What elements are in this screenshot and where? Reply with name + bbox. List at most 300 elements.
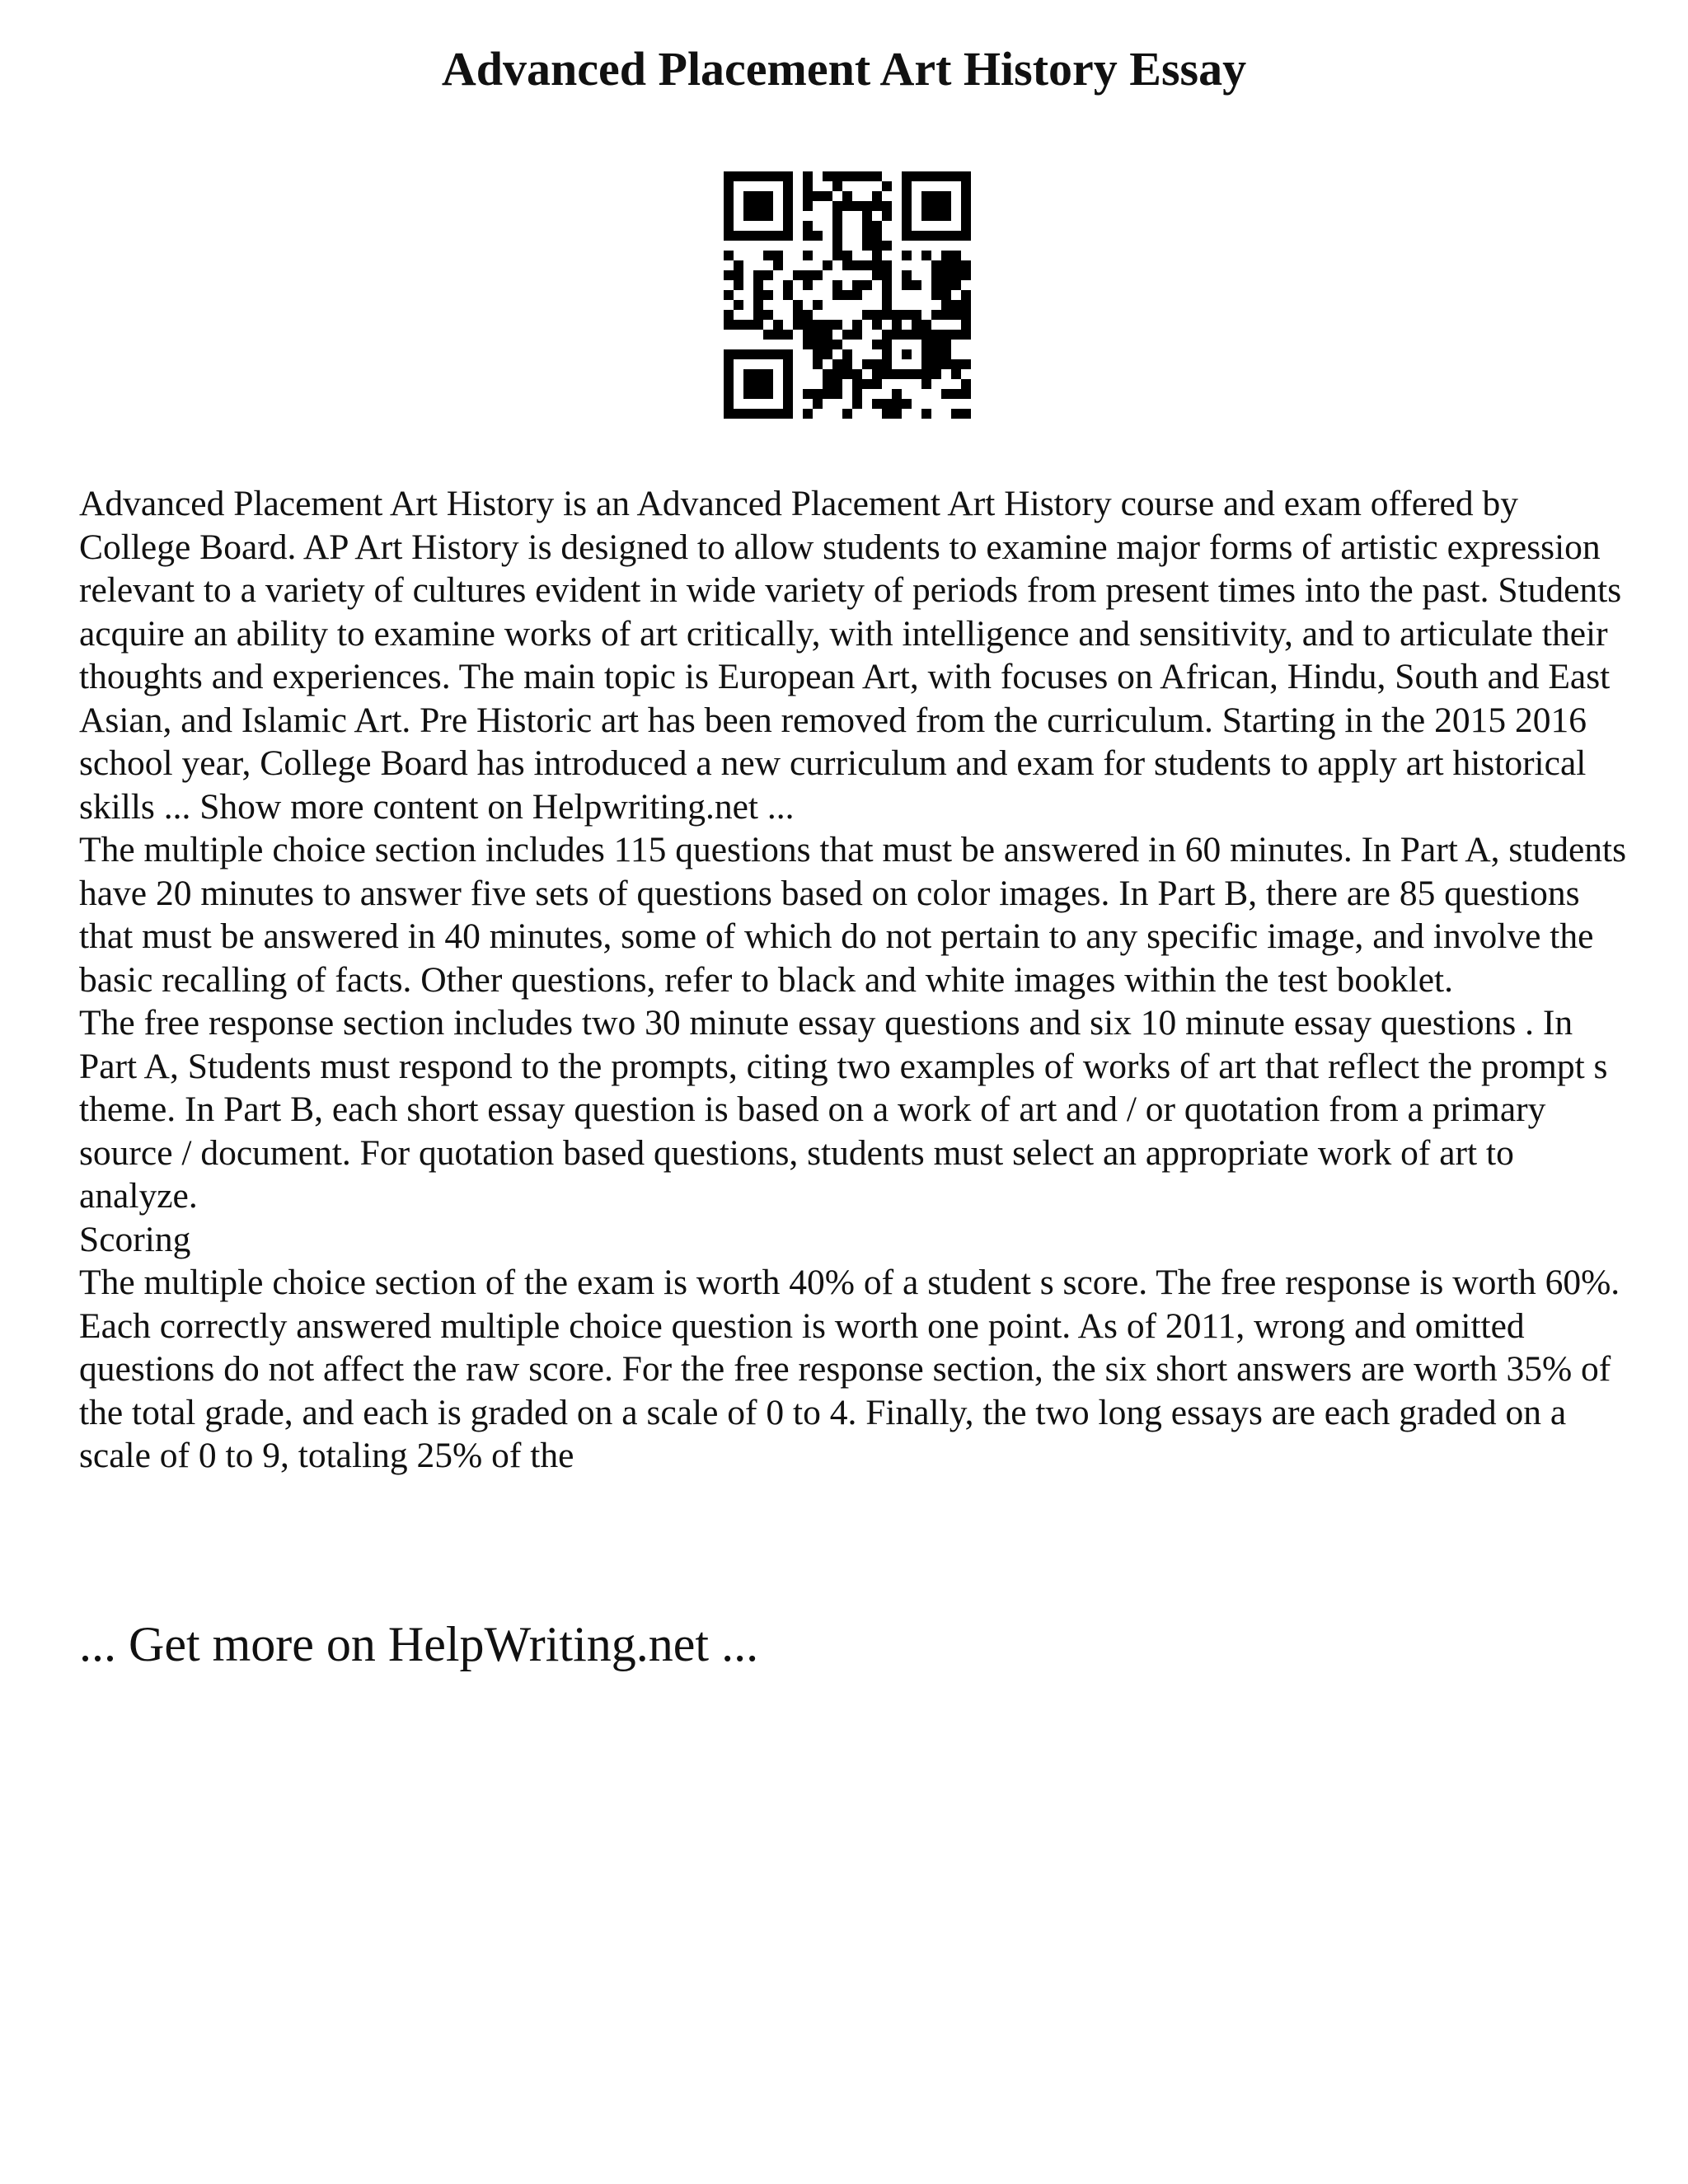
qr-module (763, 171, 773, 181)
qr-module (852, 330, 862, 340)
qr-module (753, 379, 763, 389)
qr-module (912, 310, 921, 320)
qr-module (862, 211, 872, 221)
qr-module (872, 231, 882, 241)
qr-module (842, 201, 852, 211)
qr-module (842, 171, 852, 181)
page-title: Advanced Placement Art History Essay (441, 42, 1247, 96)
qr-module (763, 409, 773, 419)
qr-module (862, 260, 872, 270)
qr-module (773, 251, 783, 260)
qr-module (921, 359, 931, 369)
qr-module (882, 241, 892, 251)
qr-module (961, 231, 971, 241)
qr-module (783, 290, 793, 300)
qr-module (813, 330, 823, 340)
qr-module (921, 409, 931, 419)
qr-module (961, 320, 971, 330)
qr-module (961, 409, 971, 419)
qr-module (734, 270, 743, 280)
qr-module (842, 191, 852, 201)
qr-module (803, 251, 813, 260)
qr-module (763, 379, 773, 389)
qr-module (882, 280, 892, 290)
qr-module (813, 300, 823, 310)
qr-module (823, 171, 832, 181)
qr-module (931, 280, 941, 290)
qr-module (872, 221, 882, 231)
qr-module (941, 251, 951, 260)
qr-module (842, 330, 852, 340)
qr-module (882, 260, 892, 270)
get-more-link[interactable]: ... Get more on HelpWriting.net ... (79, 1617, 759, 1671)
qr-module (783, 399, 793, 409)
qr-module (961, 260, 971, 270)
qr-module (882, 399, 892, 409)
qr-module (724, 201, 734, 211)
qr-module (872, 270, 882, 280)
qr-module (872, 310, 882, 320)
qr-module (803, 231, 813, 241)
qr-module (852, 260, 862, 270)
qr-module (763, 251, 773, 260)
qr-module (823, 369, 832, 379)
qr-module (753, 270, 763, 280)
qr-module (872, 379, 882, 389)
qr-module (783, 181, 793, 191)
qr-module (813, 320, 823, 330)
qr-module (951, 389, 961, 399)
qr-module (941, 191, 951, 201)
qr-module (892, 310, 902, 320)
qr-module (882, 181, 892, 191)
qr-module (724, 399, 734, 409)
qr-module (882, 310, 892, 320)
qr-module (842, 251, 852, 260)
qr-module (803, 340, 813, 349)
qr-module (921, 349, 931, 359)
qr-module (743, 320, 753, 330)
qr-module (961, 191, 971, 201)
qr-module (832, 231, 842, 241)
qr-module (912, 330, 921, 340)
qr-module (912, 171, 921, 181)
qr-module (832, 290, 842, 300)
qr-module (921, 251, 931, 260)
qr-module (882, 369, 892, 379)
qr-module (902, 181, 912, 191)
qr-module (941, 340, 951, 349)
qr-module (763, 310, 773, 320)
qr-module (921, 211, 931, 221)
qr-module (783, 349, 793, 359)
qr-module (763, 330, 773, 340)
qr-module (763, 211, 773, 221)
qr-module (882, 270, 892, 280)
qr-module (852, 171, 862, 181)
qr-module (743, 231, 753, 241)
qr-module (961, 201, 971, 211)
qr-module (803, 191, 813, 201)
qr-module (734, 171, 743, 181)
qr-module (724, 369, 734, 379)
qr-module (902, 330, 912, 340)
qr-module (724, 171, 734, 181)
qr-module (753, 310, 763, 320)
qr-module (753, 300, 763, 310)
qr-module (753, 191, 763, 201)
qr-module (931, 290, 941, 300)
qr-module (793, 310, 803, 320)
qr-module (872, 399, 882, 409)
qr-module (852, 389, 862, 399)
qr-module (763, 191, 773, 201)
qr-module (902, 221, 912, 231)
qr-module (862, 310, 872, 320)
qr-module (753, 280, 763, 290)
qr-module (734, 260, 743, 270)
qr-module (961, 359, 971, 369)
qr-module (753, 290, 763, 300)
qr-module (832, 211, 842, 221)
qr-module (872, 171, 882, 181)
qr-module (753, 389, 763, 399)
qr-module (872, 359, 882, 369)
qr-module (724, 359, 734, 369)
qr-module (813, 191, 823, 201)
qr-module (951, 251, 961, 260)
qr-module (921, 171, 931, 181)
qr-module (931, 211, 941, 221)
qr-module (803, 320, 813, 330)
qr-module (931, 359, 941, 369)
qr-module (773, 409, 783, 419)
qr-module (783, 389, 793, 399)
qr-module (743, 171, 753, 181)
qr-module (763, 369, 773, 379)
qr-module (921, 330, 931, 340)
qr-module (783, 231, 793, 241)
qr-module (803, 270, 813, 280)
qr-module (763, 389, 773, 399)
qr-module (931, 310, 941, 320)
qr-module (902, 280, 912, 290)
qr-module (773, 320, 783, 330)
qr-module (842, 349, 852, 359)
qr-module (763, 201, 773, 211)
qr-module (902, 171, 912, 181)
qr-module (961, 330, 971, 340)
qr-code-icon (724, 171, 971, 419)
qr-module (882, 340, 892, 349)
qr-module (724, 231, 734, 241)
qr-module (803, 409, 813, 419)
qr-module (921, 340, 931, 349)
qr-module (951, 310, 961, 320)
qr-module (951, 300, 961, 310)
qr-module (921, 369, 931, 379)
qr-module (892, 399, 902, 409)
qr-module (941, 330, 951, 340)
qr-module (753, 369, 763, 379)
qr-module (832, 320, 842, 330)
qr-module (902, 349, 912, 359)
qr-module (852, 379, 862, 389)
qr-module (734, 409, 743, 419)
qr-module (753, 409, 763, 419)
qr-module (753, 171, 763, 181)
paragraph-multiple-choice: The multiple choice section includes 115 questions that must be answered in 60 minutes. In Part A, students have 20 minutes to answer five sets of questions based on color images. In Part B, there are 85 questions that must be answered in 40 minutes, some of which do not pertain to any specific image, and involve the basic recalling of facts. Other questions, refer to black and white images within the test booklet. (79, 830, 1627, 1000)
qr-module (783, 191, 793, 201)
qr-module (921, 379, 931, 389)
qr-module (832, 251, 842, 260)
qr-module (931, 171, 941, 181)
qr-module (862, 241, 872, 251)
qr-module (882, 201, 892, 211)
essay-body (79, 482, 1637, 1478)
qr-module (783, 359, 793, 369)
qr-module (842, 260, 852, 270)
qr-module (823, 330, 832, 340)
qr-module (961, 270, 971, 280)
qr-code (724, 171, 971, 419)
qr-module (783, 211, 793, 221)
qr-module (724, 211, 734, 221)
qr-module (783, 201, 793, 211)
qr-module (941, 260, 951, 270)
qr-module (813, 340, 823, 349)
qr-module (753, 231, 763, 241)
qr-module (724, 181, 734, 191)
qr-module (842, 359, 852, 369)
qr-module (902, 191, 912, 201)
qr-module (941, 280, 951, 290)
qr-module (743, 409, 753, 419)
qr-module (941, 211, 951, 221)
qr-module (783, 171, 793, 181)
qr-module (951, 409, 961, 419)
qr-module (832, 181, 842, 191)
qr-module (882, 359, 892, 369)
qr-module (783, 379, 793, 389)
qr-module (931, 191, 941, 201)
qr-module (823, 349, 832, 359)
qr-module (852, 290, 862, 300)
qr-module (803, 181, 813, 191)
paragraph-intro: Advanced Placement Art History is an Advanced Placement Art History course and exam offered by College Board. AP Art History is designed to allow students to examine major forms of artistic expression relevant to a variety of cultures evident in wide variety of periods from present times into the past. Students acquire an ability to examine works of art critically, with intelligence and sensitivity, and to articulate their thoughts and experiences. The main topic is European Art, with focuses on African, Hindu, South and East Asian, and Islamic Art. Pre Historic art has been removed from the curriculum. Starting in the 2015 2016 school year, College Board has introduced a new curriculum and exam for students to apply art historical skills ... Show more content on Helpwriting.net ... (79, 484, 1622, 827)
qr-module (803, 221, 813, 231)
qr-module (921, 191, 931, 201)
qr-module (832, 280, 842, 290)
qr-module (724, 310, 734, 320)
qr-module (951, 330, 961, 340)
qr-module (724, 290, 734, 300)
qr-module (961, 171, 971, 181)
qr-module (872, 241, 882, 251)
qr-module (753, 201, 763, 211)
qr-module (961, 181, 971, 191)
qr-module (931, 270, 941, 280)
qr-module (941, 300, 951, 310)
qr-module (823, 340, 832, 349)
qr-module (872, 251, 882, 260)
qr-module (823, 379, 832, 389)
qr-module (941, 270, 951, 280)
qr-module (862, 359, 872, 369)
qr-module (951, 231, 961, 241)
qr-module (753, 349, 763, 359)
qr-module (832, 379, 842, 389)
qr-module (743, 379, 753, 389)
qr-module (763, 290, 773, 300)
qr-module (734, 349, 743, 359)
qr-module (724, 379, 734, 389)
qr-module (921, 201, 931, 211)
qr-module (823, 260, 832, 270)
qr-module (902, 270, 912, 280)
qr-module (743, 349, 753, 359)
qr-module (892, 409, 902, 419)
qr-module (912, 231, 921, 241)
qr-module (813, 359, 823, 369)
qr-module (852, 280, 862, 290)
qr-module (941, 310, 951, 320)
qr-module (882, 290, 892, 300)
qr-module (892, 389, 902, 399)
qr-module (872, 201, 882, 211)
qr-module (753, 211, 763, 221)
qr-module (773, 330, 783, 340)
qr-module (902, 231, 912, 241)
qr-module (862, 171, 872, 181)
qr-module (951, 369, 961, 379)
qr-module (882, 349, 892, 359)
qr-module (803, 389, 813, 399)
qr-module (734, 320, 743, 330)
qr-module (852, 320, 862, 330)
qr-module (743, 389, 753, 399)
qr-module (951, 270, 961, 280)
qr-module (951, 280, 961, 290)
qr-module (724, 251, 734, 260)
qr-module (961, 310, 971, 320)
qr-module (852, 201, 862, 211)
qr-module (872, 191, 882, 201)
qr-module (941, 201, 951, 211)
section-heading-scoring: Scoring (79, 1219, 191, 1259)
qr-module (872, 369, 882, 379)
qr-module (803, 201, 813, 211)
qr-module (931, 260, 941, 270)
qr-module (783, 409, 793, 419)
qr-module (793, 300, 803, 310)
qr-module (941, 231, 951, 241)
qr-module (961, 389, 971, 399)
qr-module (813, 270, 823, 280)
qr-module (823, 320, 832, 330)
qr-module (931, 231, 941, 241)
qr-module (803, 280, 813, 290)
qr-module (902, 211, 912, 221)
qr-module (724, 320, 734, 330)
qr-module (951, 260, 961, 270)
qr-module (902, 369, 912, 379)
qr-module (763, 231, 773, 241)
qr-module (832, 171, 842, 181)
qr-module (902, 399, 912, 409)
paragraph-free-response: The free response section includes two 30 minute essay questions and six 10 minute essay questions . In Part A, Students must respond to the prompts, citing two examples of works of art that reflect the prompt s theme. In Part B, each short essay question is based on a work of art and / or quotation from a primary source / document. For quotation based questions, students must select an appropriate work of art to analyze. (79, 1003, 1608, 1216)
qr-module (931, 330, 941, 340)
qr-module (882, 330, 892, 340)
qr-module (724, 221, 734, 231)
qr-module (931, 201, 941, 211)
qr-module (961, 290, 971, 300)
qr-module (773, 260, 783, 270)
qr-module (832, 221, 842, 231)
qr-module (921, 320, 931, 330)
qr-module (763, 270, 773, 280)
qr-module (961, 300, 971, 310)
qr-module (852, 369, 862, 379)
qr-module (902, 251, 912, 260)
qr-module (862, 221, 872, 231)
qr-module (941, 290, 951, 300)
qr-module (951, 171, 961, 181)
qr-module (912, 369, 921, 379)
qr-module (773, 171, 783, 181)
qr-module (813, 349, 823, 359)
qr-module (823, 389, 832, 399)
qr-module (823, 191, 832, 201)
qr-module (803, 330, 813, 340)
qr-module (961, 379, 971, 389)
qr-module (813, 389, 823, 399)
qr-module (882, 211, 892, 221)
qr-module (724, 349, 734, 359)
qr-module (892, 320, 902, 330)
qr-module (902, 310, 912, 320)
qr-module (832, 201, 842, 211)
qr-module (892, 369, 902, 379)
qr-module (921, 231, 931, 241)
qr-module (743, 211, 753, 221)
qr-module (832, 340, 842, 349)
paragraph-scoring: The multiple choice section of the exam is worth 40% of a student s score. The free response is worth 60%. Each correctly answered multiple choice question is worth one point. As of 2011, wrong and omitted questions do not affect the raw score. For the free response section, the six short answers are worth 35% of the total grade, and each is graded on a scale of 0 to 4. Finally, the two long essays are each graded on a scale of 0 to 9, totaling 25% of the (79, 1263, 1620, 1475)
qr-module (961, 211, 971, 221)
qr-module (813, 399, 823, 409)
qr-module (793, 270, 803, 280)
qr-module (832, 369, 842, 379)
qr-module (763, 349, 773, 359)
qr-module (743, 369, 753, 379)
qr-module (941, 171, 951, 181)
qr-module (803, 171, 813, 181)
qr-module (734, 280, 743, 290)
qr-module (872, 340, 882, 349)
qr-module (892, 330, 902, 340)
qr-module (882, 409, 892, 419)
qr-module (773, 231, 783, 241)
qr-module (734, 231, 743, 241)
qr-module (931, 340, 941, 349)
qr-module (783, 280, 793, 290)
qr-module (852, 399, 862, 409)
qr-module (882, 300, 892, 310)
qr-module (912, 320, 921, 330)
qr-module (793, 320, 803, 330)
qr-module (842, 290, 852, 300)
qr-module (783, 369, 793, 379)
